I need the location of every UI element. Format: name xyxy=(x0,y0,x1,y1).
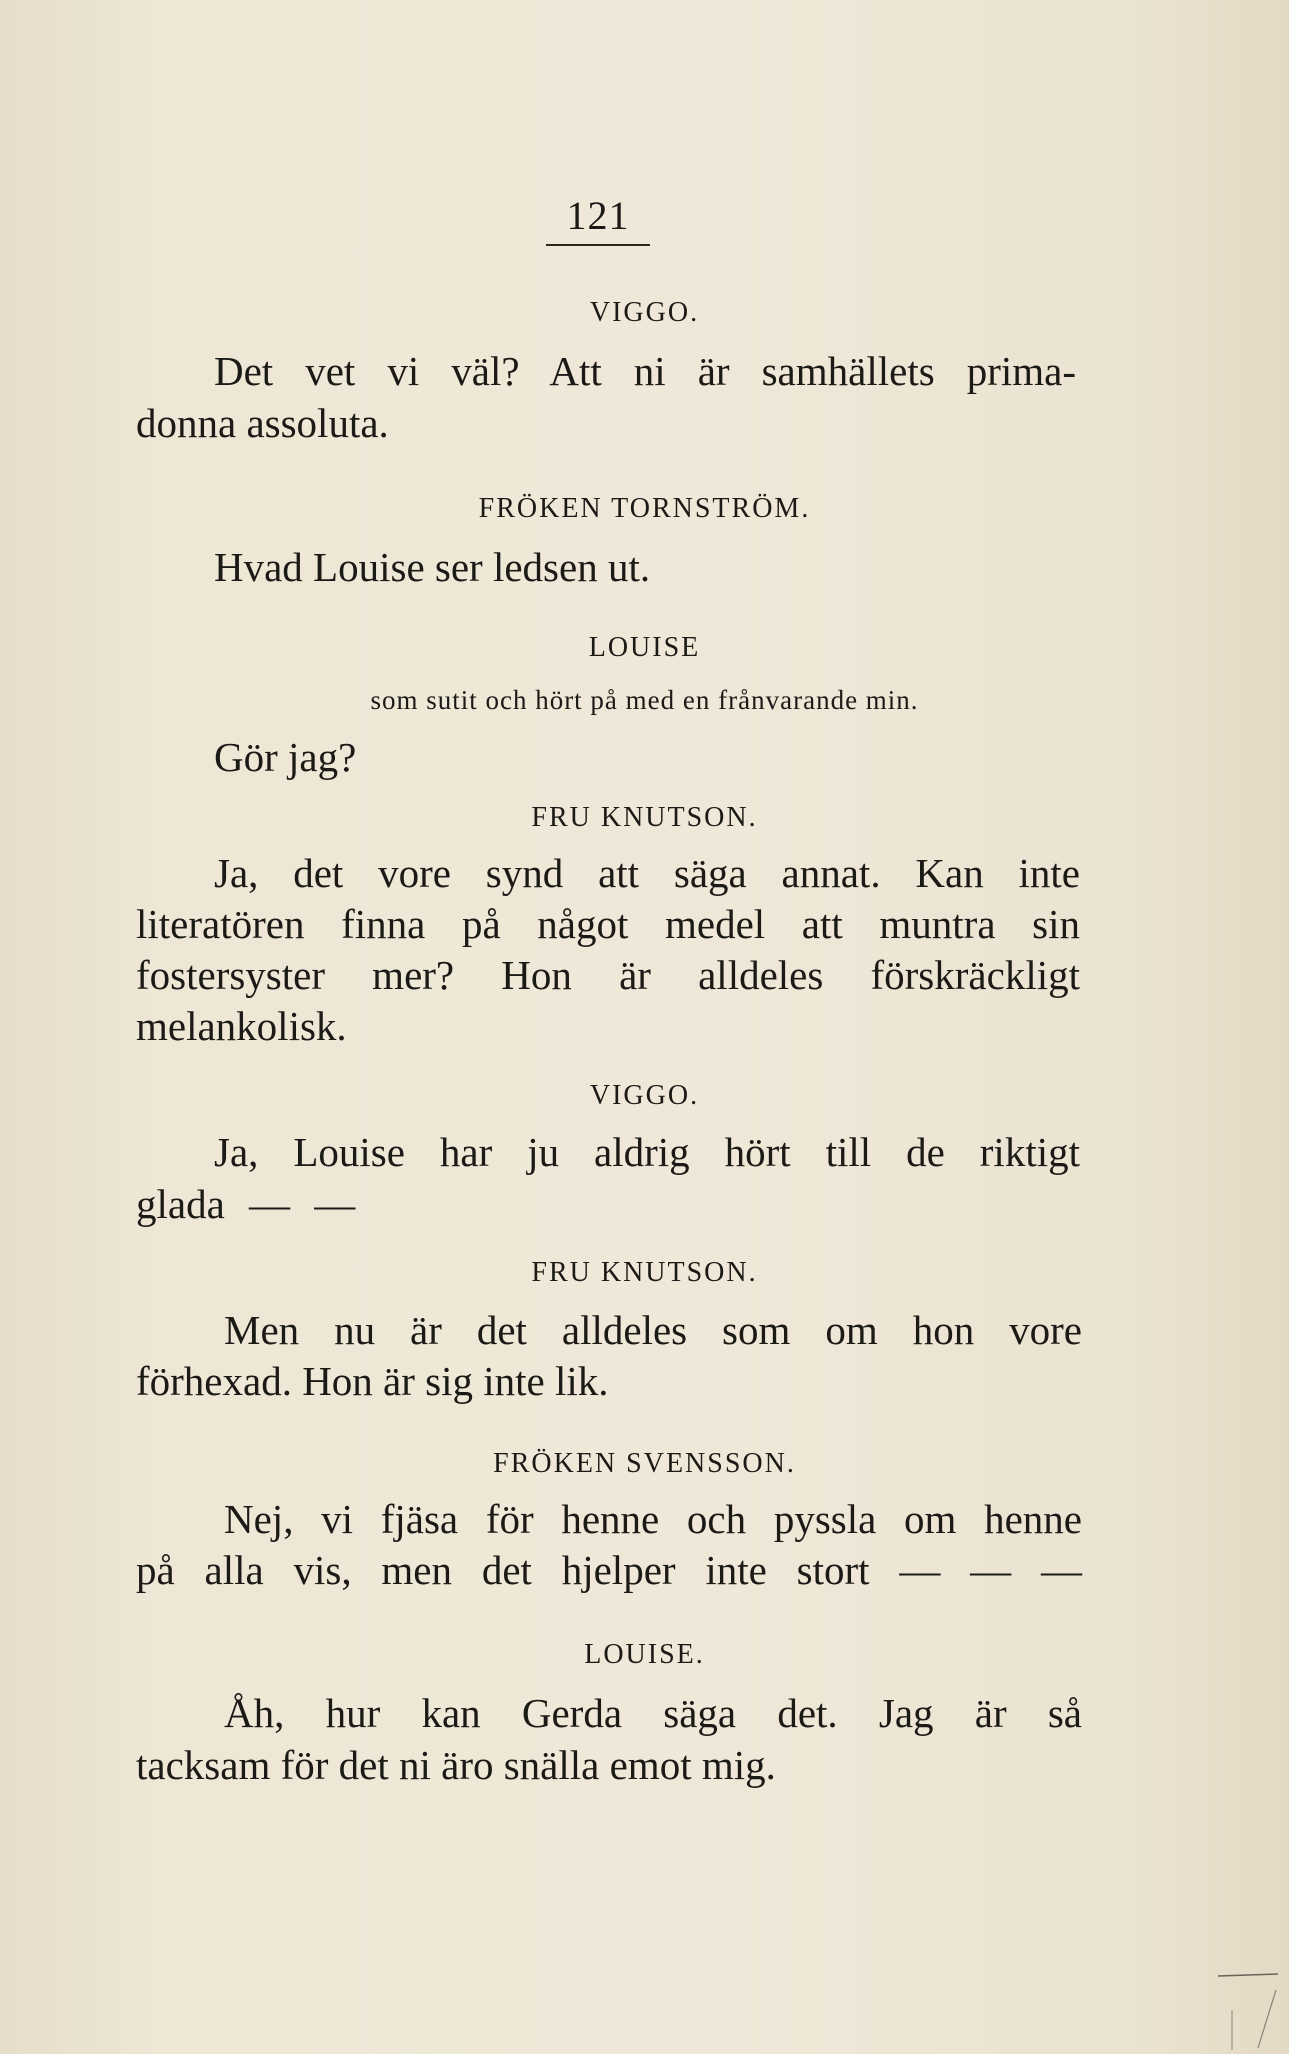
dialogue-line: Det vet vi väl? Att ni är samhällets prima- xyxy=(214,348,1076,394)
page-number: 121 xyxy=(566,193,630,238)
dialogue-line: Nej, vi fjäsa för henne och pyssla om henne xyxy=(224,1496,1082,1542)
page-corner-mark xyxy=(1218,1970,1278,2050)
dialogue-line: Men nu är det alldeles som om hon vore xyxy=(224,1307,1082,1353)
dialogue-line: melankolisk. xyxy=(136,1003,347,1049)
dialogue-line: glada — — xyxy=(136,1181,356,1227)
speaker-viggo: VIGGO. xyxy=(589,297,700,328)
dialogue-line: på alla vis, men det hjelper inte stort — — — xyxy=(136,1547,1082,1593)
speaker-louise: LOUISE xyxy=(588,632,701,663)
dialogue-line: tacksam för det ni äro snälla emot mig. xyxy=(136,1742,776,1788)
dialogue-line: Gör jag? xyxy=(214,734,357,780)
dialogue-line: literatören finna på något medel att muntra sin xyxy=(136,901,1080,947)
page-number-rule xyxy=(546,244,650,246)
speaker-fru-knutson: FRU KNUTSON. xyxy=(531,802,758,833)
stage-direction: som sutit och hört på med en frånvarande min. xyxy=(370,685,919,715)
speaker-viggo: VIGGO. xyxy=(589,1080,700,1111)
dialogue-line: Ja, Louise har ju aldrig hört till de riktigt xyxy=(214,1129,1080,1175)
speaker-louise: LOUISE. xyxy=(584,1639,705,1670)
dialogue-line: Ja, det vore synd att säga annat. Kan inte xyxy=(214,850,1080,896)
speaker-fru-knutson: FRU KNUTSON. xyxy=(531,1257,758,1288)
dialogue-line: Åh, hur kan Gerda säga det. Jag är så xyxy=(224,1690,1082,1736)
dialogue-line: donna assoluta. xyxy=(136,400,389,446)
dialogue-line: Hvad Louise ser ledsen ut. xyxy=(214,544,651,590)
dialogue-line: fostersyster mer? Hon är alldeles förskräckligt xyxy=(136,952,1080,998)
speaker-froken-tornstrom: FRÖKEN TORNSTRÖM. xyxy=(478,493,811,524)
dialogue-line: förhexad. Hon är sig inte lik. xyxy=(136,1358,609,1404)
speaker-froken-svensson: FRÖKEN SVENSSON. xyxy=(493,1448,796,1479)
